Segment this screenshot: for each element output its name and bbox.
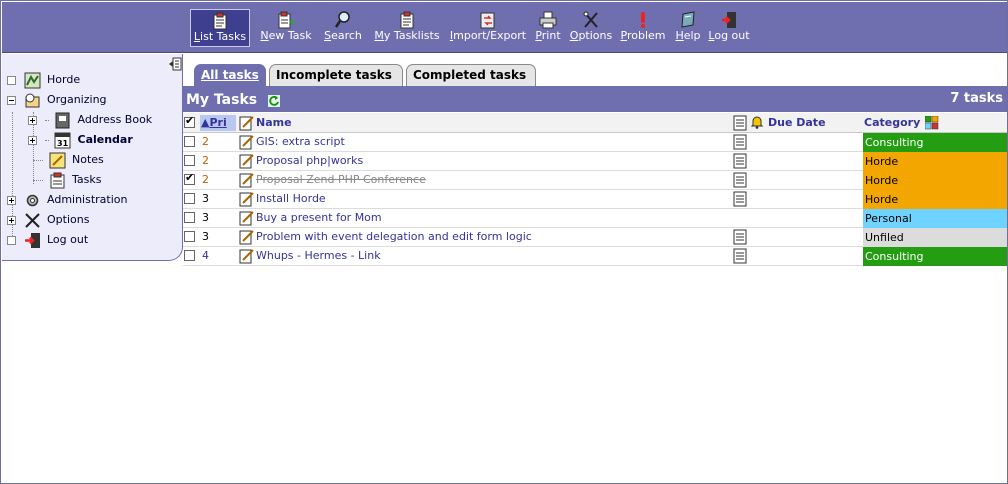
collapse-tree-icon[interactable]: [7, 96, 16, 105]
task-priority: 2: [202, 154, 209, 167]
sidebar-item-address-book[interactable]: [28, 110, 152, 130]
table-row[interactable]: [183, 171, 1007, 190]
column-due-date[interactable]: [768, 115, 826, 131]
task-name-link[interactable]: Install Horde: [256, 192, 326, 205]
problem-icon: [639, 11, 647, 29]
task-done-checkbox[interactable]: [184, 155, 195, 166]
task-category: Horde: [863, 171, 1007, 190]
task-priority: 3: [202, 192, 209, 205]
logout-icon: [721, 11, 737, 29]
address-book-icon: [54, 112, 71, 129]
tab-label: All tasks: [201, 68, 259, 82]
import-export-icon: [480, 11, 496, 29]
search-label: Search: [324, 29, 362, 42]
task-name-link[interactable]: Buy a present for Mom: [256, 211, 382, 224]
table-header: [183, 113, 1007, 133]
administration-icon: [24, 192, 41, 209]
tab-all-tasks[interactable]: [194, 64, 266, 86]
expand-tree-icon[interactable]: [28, 136, 37, 145]
task-category: Horde: [863, 190, 1007, 209]
calendar-icon: [54, 132, 71, 149]
options-label: Options: [569, 29, 613, 42]
column-label: Due Date: [768, 116, 826, 129]
list-tasks-icon: [213, 12, 227, 30]
table-row[interactable]: [183, 209, 1007, 228]
task-done-checkbox[interactable]: [184, 174, 195, 185]
help-button[interactable]: [673, 9, 703, 47]
my-tasklists-button[interactable]: [371, 9, 443, 47]
tab-incomplete-tasks[interactable]: [269, 64, 403, 86]
sidebar-item-label: Log out: [47, 233, 89, 246]
help-label: Help: [675, 29, 701, 42]
organizing-icon: [24, 92, 41, 109]
task-done-checkbox[interactable]: [184, 250, 195, 261]
import-export-label: Import/Export: [449, 29, 527, 42]
due-date-icon: [733, 191, 747, 207]
select-all-checkbox[interactable]: [184, 117, 195, 128]
help-icon: [680, 11, 696, 29]
table-row[interactable]: [183, 133, 1007, 152]
tab-label: Completed tasks: [413, 68, 527, 82]
column-label: Pri: [209, 116, 227, 129]
column-name[interactable]: [256, 115, 292, 131]
column-pri[interactable]: ▲Pri: [200, 115, 236, 131]
options-icon: [24, 212, 41, 229]
task-priority: 4: [202, 249, 209, 262]
log-out-button[interactable]: [707, 9, 751, 47]
task-name-link[interactable]: Whups - Hermes - Link: [256, 249, 381, 262]
sidebar-item-calendar[interactable]: [28, 130, 133, 150]
expand-tree-icon[interactable]: [7, 216, 16, 225]
logout-icon: [24, 232, 41, 249]
sidebar-item-horde[interactable]: [7, 70, 80, 90]
task-done-checkbox[interactable]: [184, 193, 195, 204]
options-icon: [583, 11, 599, 29]
alarm-bell-icon: [750, 115, 764, 129]
column-label: Category: [864, 116, 921, 129]
edit-task-icon[interactable]: [239, 172, 255, 188]
search-icon: [335, 11, 351, 29]
table-row[interactable]: [183, 190, 1007, 209]
new-task-label: New Task: [260, 29, 312, 42]
sidebar-item-label: Organizing: [47, 93, 107, 106]
sidebar-item-label: Address Book: [77, 113, 153, 126]
due-date-icon: [733, 134, 747, 150]
import-export-button[interactable]: [448, 9, 528, 47]
edit-task-icon[interactable]: [239, 134, 255, 150]
expand-tree-icon[interactable]: [28, 116, 37, 125]
tab-label: Incomplete tasks: [276, 68, 392, 82]
edit-column-icon: [239, 115, 255, 131]
sidebar-item-notes[interactable]: [33, 150, 104, 170]
column-category[interactable]: [864, 115, 920, 131]
due-column-icon: [733, 115, 747, 131]
task-priority: 3: [202, 211, 209, 224]
tree-connector: [33, 180, 43, 181]
tree-connector: [33, 160, 43, 161]
sidebar-item-label: Calendar: [77, 133, 133, 146]
table-row[interactable]: [183, 152, 1007, 171]
column-label: Name: [256, 116, 292, 129]
task-done-checkbox[interactable]: [184, 212, 195, 223]
category-colors-icon[interactable]: [925, 116, 939, 130]
problem-label: Problem: [620, 29, 666, 42]
task-category: Unfiled: [863, 228, 1007, 247]
tab-completed-tasks[interactable]: [406, 64, 536, 86]
edit-task-icon[interactable]: [239, 153, 255, 169]
search-button[interactable]: [321, 9, 365, 47]
svg-text:31: 31: [57, 138, 69, 148]
task-priority: 3: [202, 230, 209, 243]
problem-button[interactable]: [619, 9, 667, 47]
page-title: My Tasks: [186, 92, 258, 108]
table-row[interactable]: [183, 228, 1007, 247]
print-label: Print: [535, 29, 561, 42]
horde-icon: [24, 72, 41, 89]
sidebar: [2, 54, 183, 261]
edit-task-icon[interactable]: [239, 191, 255, 207]
task-list-header: [183, 86, 1007, 112]
print-button[interactable]: [533, 9, 563, 47]
sidebar-item-organizing[interactable]: [7, 90, 107, 110]
sidebar-item-options[interactable]: [7, 210, 89, 230]
list-tasks-button[interactable]: [190, 9, 250, 47]
sidebar-item-label: Administration: [47, 193, 128, 206]
task-done-checkbox[interactable]: [184, 136, 195, 147]
task-count: 7 tasks: [950, 91, 1003, 106]
tree-leaf-box: [7, 236, 16, 245]
task-name-link[interactable]: Proposal php|works: [256, 154, 364, 167]
task-name-link[interactable]: Problem with event delegation and edit form logic: [256, 230, 532, 243]
task-name-link[interactable]: GIS: extra script: [256, 135, 345, 148]
log-out-label: Log out: [708, 29, 750, 42]
tree-leaf-box: [7, 76, 16, 85]
sidebar-item-tasks[interactable]: [33, 170, 101, 190]
due-date-icon: [733, 229, 747, 245]
due-date-icon: [733, 172, 747, 188]
sidebar-item-label: Notes: [72, 153, 104, 166]
task-priority: 2: [202, 135, 209, 148]
expand-tree-icon[interactable]: [7, 196, 16, 205]
task-category: Personal: [863, 209, 1007, 228]
notes-icon: [49, 152, 66, 169]
collapse-sidebar-icon[interactable]: [168, 57, 182, 71]
due-date-icon: [733, 153, 747, 169]
tree-connector: [45, 120, 49, 121]
tree-connector: [45, 140, 49, 141]
table-row[interactable]: [183, 247, 1007, 266]
main-toolbar: [2, 2, 1007, 53]
task-priority: 2: [202, 173, 209, 186]
sidebar-item-label: Tasks: [72, 173, 102, 186]
task-category: Consulting: [863, 247, 1007, 266]
sidebar-item-label: Horde: [47, 73, 81, 86]
edit-task-icon[interactable]: [239, 210, 255, 226]
my-tasklists-label: My Tasklists: [374, 29, 440, 42]
edit-task-icon[interactable]: [239, 229, 255, 245]
printer-icon: [539, 11, 557, 29]
task-done-checkbox[interactable]: [184, 231, 195, 242]
due-date-icon: [733, 248, 747, 264]
list-tasks-label: List Tasks: [193, 30, 247, 43]
tasklists-icon: [400, 11, 414, 29]
sidebar-item-label: Options: [47, 213, 90, 226]
tasks-icon: [49, 172, 66, 189]
edit-task-icon[interactable]: [239, 248, 255, 264]
options-button[interactable]: [569, 9, 613, 47]
refresh-icon[interactable]: [268, 95, 280, 107]
task-name-link[interactable]: Proposal Zend PHP Conference: [256, 173, 426, 186]
task-category: Consulting: [863, 133, 1007, 152]
sidebar-item-log-out[interactable]: [7, 230, 88, 250]
new-task-button[interactable]: [257, 9, 315, 47]
task-category: Horde: [863, 152, 1007, 171]
new-task-icon: [278, 11, 294, 29]
sidebar-item-administration[interactable]: [7, 190, 128, 210]
